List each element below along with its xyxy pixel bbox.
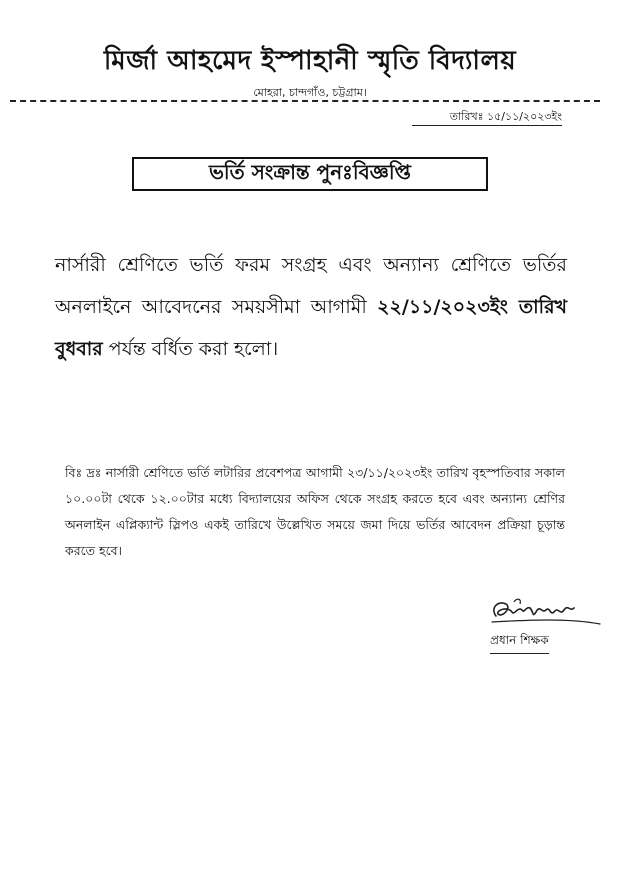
school-name: মির্জা আহমেদ ইস্পাহানী স্মৃতি বিদ্যালয় xyxy=(103,46,517,76)
notice-note: বিঃ দ্রঃ নার্সারী শ্রেণিতে ভর্তি লটারির প্রবেশপত্র আগামী ২৩/১১/২০২৩ইং তারিখ বৃহস্পতিবার সকাল ১০.০০টা থেকে ১২.০০টার মধ্যে বিদ্যালয়ের অফিস থেকে সংগ্রহ করতে হবে এবং অন্যান্য শ্রেণির অনলাইন এপ্লিক্যান্ট স্লিপও একই তারিখে উল্লেখিত সময়ে জমা দিয়ে ভর্তির আবেদন প্রক্রিয়া চূড়ান্ত করতে হবে। xyxy=(65,465,565,558)
headmaster-signature xyxy=(488,594,603,630)
notice-date: তারিখঃ ১৫/১১/২০২৩ইং xyxy=(449,110,562,123)
body-text-part1: নার্সারী শ্রেণিতে ভর্তি ফরম সংগ্রহ এবং অন্যান্য শ্রেণিতে ভর্তির অনলাইনে আবেদনের সময়সীমা আগামী xyxy=(55,254,567,318)
body-text-part2: পর্যন্ত বর্ধিত করা হলো। xyxy=(102,338,279,360)
school-address: মোহরা, চান্দগাঁও, চট্টগ্রাম। xyxy=(253,86,367,99)
date-underline xyxy=(412,125,562,126)
notice-title: ভর্তি সংক্রান্ত পুনঃবিজ্ঞপ্তি xyxy=(132,157,488,191)
dashed-divider xyxy=(10,100,600,102)
body-deadline: ২২/১১/২০২৩ইং তারিখ বুধবার xyxy=(55,296,567,360)
notice-body xyxy=(55,244,567,370)
signer-title: প্রধান শিক্ষক xyxy=(490,632,549,654)
